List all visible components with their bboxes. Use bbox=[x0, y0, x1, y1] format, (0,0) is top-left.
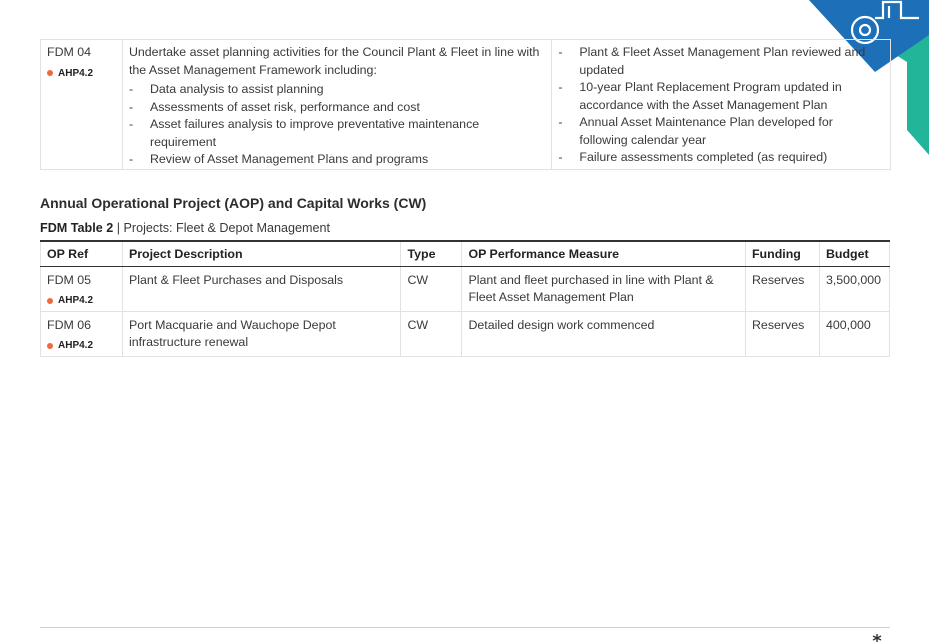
op-ref: FDM 05 bbox=[47, 272, 92, 287]
ahp-tag bbox=[47, 292, 116, 310]
description-bullets bbox=[129, 81, 545, 169]
budget: 400,000 bbox=[819, 311, 889, 356]
caption-label: FDM Table 2 bbox=[40, 221, 114, 235]
table-row bbox=[41, 311, 890, 356]
performance-measure: Plant and fleet purchased in line with Plant & Fleet Asset Management Plan bbox=[462, 266, 746, 311]
ahp-tag bbox=[47, 65, 116, 83]
list-item: - Annual Asset Maintenance Plan developed for following calendar year bbox=[558, 114, 884, 149]
table-header-row bbox=[41, 241, 890, 266]
funding: Reserves bbox=[745, 311, 819, 356]
measures-list bbox=[558, 44, 884, 167]
footer-divider bbox=[40, 627, 890, 628]
orange-dot-icon bbox=[47, 343, 53, 349]
funding: Reserves bbox=[745, 266, 819, 311]
list-item: - Failure assessments completed (as required) bbox=[558, 149, 884, 167]
caption-separator: | bbox=[113, 221, 124, 235]
project-type: CW bbox=[401, 266, 462, 311]
op-ref-cell bbox=[41, 311, 123, 356]
list-item: - Data analysis to assist planning bbox=[129, 81, 545, 99]
header-budget: Budget bbox=[819, 241, 889, 266]
list-item: - Assessments of asset risk, performance and cost bbox=[129, 99, 545, 117]
orange-dot-icon bbox=[47, 298, 53, 304]
section-title: Annual Operational Project (AOP) and Capital Works (CW) bbox=[40, 195, 427, 211]
op-ref-cell bbox=[41, 266, 123, 311]
table-row bbox=[41, 266, 890, 311]
project-description: Port Macquarie and Wauchope Depot infrastructure renewal bbox=[122, 311, 401, 356]
description-cell bbox=[122, 40, 551, 170]
orange-dot-icon bbox=[47, 70, 53, 76]
project-type: CW bbox=[401, 311, 462, 356]
table-caption bbox=[40, 221, 330, 235]
caption-text: Projects: Fleet & Depot Management bbox=[123, 221, 331, 235]
ahp-tag-label: AHP4.2 bbox=[58, 340, 94, 351]
list-item: - Plant & Fleet Asset Management Plan reviewed and updated bbox=[558, 44, 884, 79]
op-ref: FDM 06 bbox=[47, 317, 92, 332]
op-ref-cell bbox=[41, 40, 123, 170]
header-type: Type bbox=[401, 241, 462, 266]
spark-icon bbox=[870, 633, 884, 643]
asset-planning-table bbox=[40, 39, 891, 170]
measures-cell bbox=[552, 40, 891, 170]
list-item: - 10-year Plant Replacement Program updated in accordance with the Asset Management Plan bbox=[558, 79, 884, 114]
projects-table bbox=[40, 240, 890, 357]
budget: 3,500,000 bbox=[819, 266, 889, 311]
header-funding: Funding bbox=[745, 241, 819, 266]
list-item: - Review of Asset Management Plans and programs bbox=[129, 151, 545, 169]
op-ref: FDM 04 bbox=[47, 45, 92, 59]
header-project-description: Project Description bbox=[122, 241, 401, 266]
header-op-performance-measure: OP Performance Measure bbox=[462, 241, 746, 266]
description-text: Undertake asset planning activities for the Council Plant & Fleet in line with the Asset Management Framework including: bbox=[128, 45, 540, 77]
list-item: - Asset failures analysis to improve preventative maintenance requirement bbox=[129, 116, 545, 151]
ahp-tag bbox=[47, 337, 116, 355]
table-row bbox=[41, 40, 891, 170]
ahp-tag-label: AHP4.2 bbox=[58, 295, 94, 306]
ahp-tag-label: AHP4.2 bbox=[58, 67, 94, 79]
performance-measure: Detailed design work commenced bbox=[462, 311, 746, 356]
project-description: Plant & Fleet Purchases and Disposals bbox=[122, 266, 401, 311]
header-op-ref: OP Ref bbox=[41, 241, 123, 266]
